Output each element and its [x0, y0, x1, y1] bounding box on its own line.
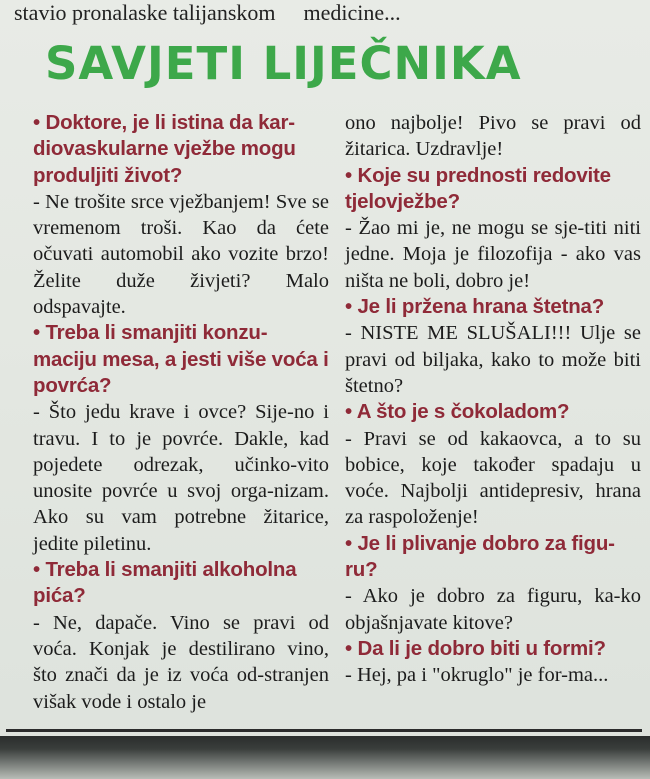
question [345, 294, 641, 320]
question-text: Da li je dobro biti u formi? [357, 636, 606, 660]
question [345, 531, 641, 584]
question-text: A što je s čokoladom? [356, 400, 570, 424]
answer: - Hej, pa i "okruglo" je for-ma... [345, 664, 609, 687]
answer: - Ne trošite srce vježbanjem! Sve se vremenom troši. Kao da ćete očuvati automobil ako vozite brzo! Želite duže živjeti? Malo odspavajte. [33, 190, 329, 319]
header-snippet-right: medicine... [303, 0, 401, 25]
answer: - Ne, dapače. Vino se pravi od voća. Konjak je destilirano vino, što znači da je iz voća od-stranjen višak vode i ostalo je [33, 611, 329, 713]
bottom-rule [6, 729, 642, 732]
header-snippet-left: stavio pronalaske talijanskom [14, 0, 276, 25]
answer: - Pravi se od kakaovca, a to su bobice, koje također spadaju u voće. Najbolji antidepresiv, hrana za raspoloženje! [345, 427, 641, 529]
question-text: Je li pržena hrana štetna? [357, 295, 605, 319]
question-text: Treba li smanjiti alkoholna pića? [33, 558, 297, 608]
question [345, 399, 641, 425]
answer: ono najbolje! Pivo se pravi od žitarica. Uzdravlje! [345, 112, 641, 161]
header-snippet [14, 0, 614, 26]
question [345, 163, 641, 216]
question-text: Doktore, je li istina da kar-diovaskularne vježbe mogu produljiti život? [33, 111, 296, 187]
bullet-icon: • [345, 400, 352, 424]
question [345, 636, 641, 662]
answer: - Žao mi je, ne mogu se sje-titi niti jedne. Moja je filozofija - ako vas ništa ne boli, dobro je! [345, 217, 641, 292]
question-text: Je li plivanje dobro za figu-ru? [345, 531, 615, 582]
question [33, 110, 329, 189]
bullet-icon: • [345, 295, 352, 319]
question [33, 557, 329, 610]
question-text: Koje su prednosti redovite tjelovježbe? [345, 163, 611, 213]
right-column [345, 110, 641, 689]
bullet-icon: • [345, 636, 352, 660]
bullet-icon: • [33, 111, 40, 134]
answer: - Ako je dobro za figuru, ka-ko objašnjavate kitove? [345, 585, 641, 634]
question-text: Treba li smanjiti konzu-maciju mesa, a jesti više voća i povrća? [33, 321, 329, 397]
bullet-icon: • [33, 321, 40, 345]
article-title: SAVJETI LIJEČNIKA [45, 37, 522, 90]
bullet-icon: • [345, 163, 352, 187]
left-column [33, 110, 329, 715]
answer: - NISTE ME SLUŠALI!!! Ulje se pravi od biljaka, kako to može biti štetno? [345, 322, 641, 397]
question [33, 320, 329, 399]
answer: - Što jedu krave i ovce? Sije-no i travu. I to je povrće. Dakle, kad pojedete odrezak, učinko-vito unosite povrće u svoj orga-nizam. Ako su vam potrebne žitarice, jedite piletinu. [33, 401, 329, 555]
page-edge-shadow [0, 736, 650, 779]
bullet-icon: • [345, 531, 352, 555]
bullet-icon: • [33, 558, 40, 582]
